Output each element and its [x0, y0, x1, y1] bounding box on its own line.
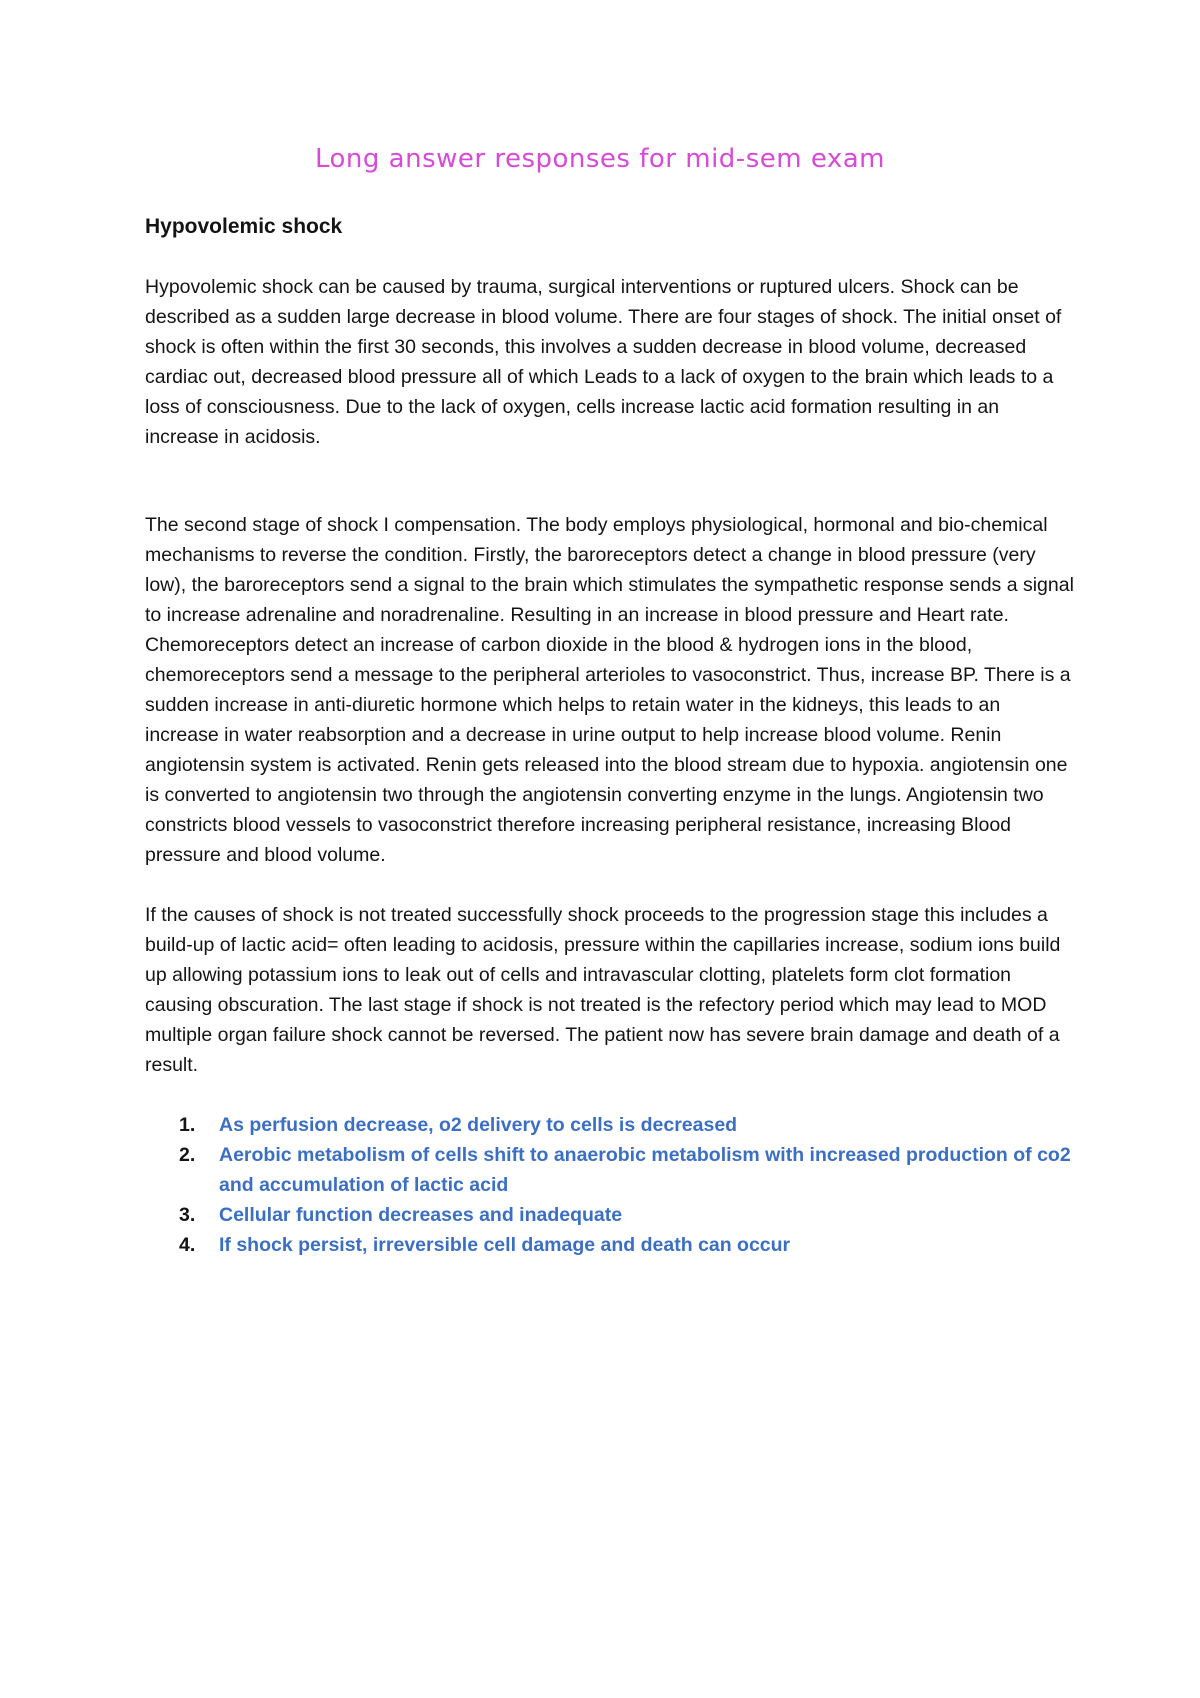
list-item-text: As perfusion decrease, o2 delivery to cells is decreased	[219, 1114, 738, 1136]
list-item	[145, 1230, 1075, 1260]
list-item	[145, 1110, 1075, 1140]
paragraph-spacer	[145, 1080, 1075, 1110]
paragraph-spacer	[145, 452, 1075, 510]
list-item	[145, 1140, 1075, 1200]
list-item-number: 1.	[179, 1114, 196, 1136]
list-item-text: Aerobic metabolism of cells shift to anaerobic metabolism with increased production of co2 and accumulation of lactic acid	[219, 1144, 1071, 1196]
list-item	[145, 1200, 1075, 1230]
list-item-number: 3.	[179, 1204, 196, 1226]
list-item-text: If shock persist, irreversible cell damage and death can occur	[219, 1234, 791, 1256]
paragraph-spacer	[145, 870, 1075, 900]
document-title: Long answer responses for mid-sem exam	[314, 144, 886, 174]
paragraph-compensation-stage: The second stage of shock I compensation. The body employs physiological, hormonal and bio-chemical mechanisms to reverse the condition. Firstly, the baroreceptors detect a change in blood pressure (very low), the baroreceptors send a signal to the brain which stimulates the sympathetic response sends a signal to increase adrenaline and noradrenaline. Resulting in an increase in blood pressure and Heart rate. Chemoreceptors detect an increase of carbon dioxide in the blood & hydrogen ions in the blood, chemoreceptors send a message to the peripheral arterioles to vasoconstrict. Thus, increase BP. There is a sudden increase in anti-diuretic hormone which helps to retain water in the kidneys, this leads to an increase in water reabsorption and a decrease in urine output to help increase blood volume. Renin angiotensin system is activated. Renin gets released into the blood stream due to hypoxia. angiotensin one is converted to angiotensin two through the angiotensin converting enzyme in the lungs. Angiotensin two constricts blood vessels to vasoconstrict therefore increasing peripheral resistance, increasing Blood pressure and blood volume.	[145, 514, 1074, 866]
numbered-list	[145, 1110, 1075, 1260]
list-item-number: 4.	[179, 1234, 196, 1256]
section-heading: Hypovolemic shock	[145, 215, 343, 238]
document-body	[145, 212, 1075, 1260]
list-item-text: Cellular function decreases and inadequate	[219, 1204, 623, 1226]
list-item-number: 2.	[179, 1144, 196, 1166]
paragraph-progression-stage: If the causes of shock is not treated successfully shock proceeds to the progression stage this includes a build-up of lactic acid= often leading to acidosis, pressure within the capillaries increase, sodium ions build up allowing potassium ions to leak out of cells and intravascular clotting, platelets form clot formation causing obscuration. The last stage if shock is not treated is the refectory period which may lead to MOD multiple organ failure shock cannot be reversed. The patient now has severe brain damage and death of a result.	[145, 904, 1061, 1076]
paragraph-initial-stage: Hypovolemic shock can be caused by trauma, surgical interventions or ruptured ulcers. Shock can be described as a sudden large decrease in blood volume. There are four stages of shock. The initial onset of shock is often within the first 30 seconds, this involves a sudden decrease in blood volume, decreased cardiac out, decreased blood pressure all of which Leads to a lack of oxygen to the brain which leads to a loss of consciousness. Due to the lack of oxygen, cells increase lactic acid formation resulting in an increase in acidosis.	[145, 276, 1062, 448]
